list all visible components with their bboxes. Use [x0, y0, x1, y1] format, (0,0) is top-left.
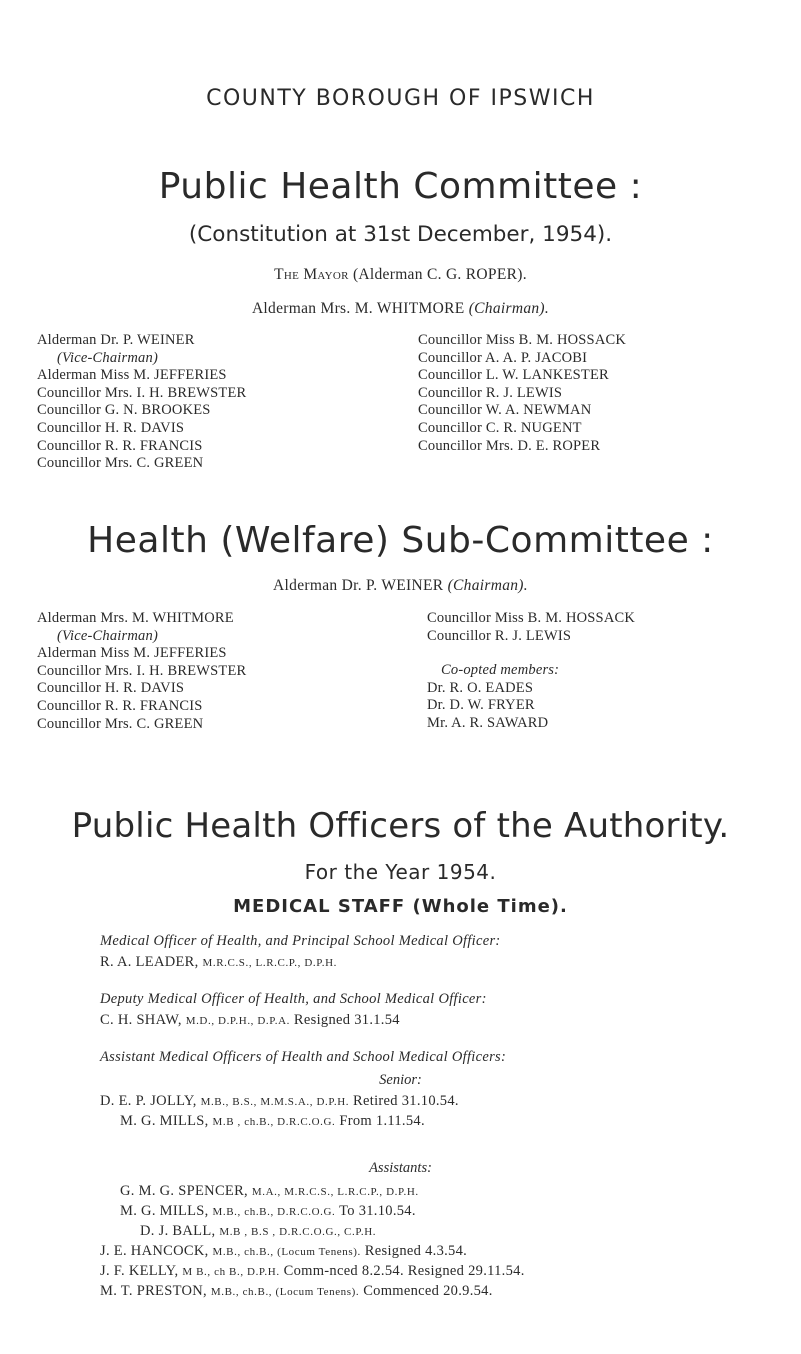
member: Alderman Mrs. M. WHITMORE [37, 610, 234, 626]
committee-chair-role: (Chairman). [468, 300, 550, 317]
officer-note: From 1.11.54. [335, 1113, 425, 1129]
officer-note: To 31.10.54. [335, 1203, 416, 1219]
officer-note: Commenced 20.9.54. [359, 1283, 493, 1299]
committee-constitution: (Constitution at 31st December, 1954). [188, 222, 613, 247]
subcommittee-title: Health (Welfare) Sub-Committee : [87, 520, 714, 561]
assistant-officer [120, 1183, 419, 1200]
officer-note: Resigned 4.3.54. [360, 1243, 468, 1259]
coopted-member: Mr. A. R. SAWARD [427, 714, 549, 731]
officer-name: M. T. PRESTON, [100, 1283, 211, 1299]
officer-name: J. E. HANCOCK, [100, 1243, 213, 1259]
coopted-member: Dr. D. W. FRYER [427, 697, 535, 714]
deputy-name: C. H. SHAW, [100, 1012, 186, 1028]
coopted-member: Dr. R. O. EADES [427, 679, 534, 696]
officer-qualifications: M.B., ch.B., D.R.C.O.G. [212, 1206, 336, 1218]
member: Councillor L. W. LANKESTER [418, 367, 609, 384]
deputy-note: Resigned 31.1.54 [290, 1012, 400, 1028]
assistants-label: Assistants: [369, 1160, 432, 1176]
member: Councillor R. R. FRANCIS [37, 697, 203, 714]
member-role: (Vice-Chairman) [57, 627, 158, 644]
member: Councillor A. A. P. JACOBI [418, 349, 588, 366]
mayor-name: (Alderman C. G. ROPER). [348, 266, 527, 283]
officer-name: G. M. G. SPENCER, [120, 1183, 252, 1199]
coopted-label: Co-opted members: [441, 662, 560, 679]
moh-role: Medical Officer of Health, and Principal School Medical Officer: [100, 933, 501, 949]
assistant-officer [100, 1263, 525, 1280]
deputy-qualifications: M.D., D.P.H., D.P.A. [185, 1015, 290, 1027]
subcommittee-chair-name: Alderman Dr. P. WEINER [273, 577, 448, 594]
member: Councillor Mrs. I. H. BREWSTER [37, 662, 247, 679]
assistant-officer [120, 1203, 416, 1220]
member-role: (Vice-Chairman) [57, 349, 158, 366]
subcommittee-chair-role: (Chairman). [447, 577, 528, 594]
medical-staff-heading: MEDICAL STAFF (Whole Time). [233, 896, 568, 917]
assistant-role: Assistant Medical Officers of Health and School Medical Officers: [100, 1049, 507, 1065]
member: Councillor Mrs. I. H. BREWSTER [37, 384, 247, 401]
committee-chair-name: Alderman Mrs. M. WHITMORE [251, 300, 469, 317]
officer-qualifications: M.B., B.S., M.M.S.A., D.P.H. [200, 1096, 350, 1108]
member: Councillor Miss B. M. HOSSACK [418, 332, 627, 348]
member: Councillor Mrs. D. E. ROPER [418, 437, 601, 454]
deputy-entry [100, 1012, 400, 1029]
assistant-officer [100, 1243, 467, 1260]
subcommittee-members-left [37, 610, 246, 733]
mayor-prefix: The Mayor [274, 266, 349, 283]
member: Alderman Dr. P. WEINER [37, 332, 195, 348]
officer-qualifications: M.B , ch.B., D.R.C.O.G. [212, 1116, 336, 1128]
member: Councillor Miss B. M. HOSSACK [427, 610, 636, 626]
moh-entry [100, 954, 337, 971]
moh-qualifications: M.R.C.S., L.R.C.P., D.P.H. [202, 957, 337, 969]
committee-members-right [418, 332, 626, 455]
assistant-officer [140, 1223, 376, 1240]
committee-members-left [37, 332, 246, 473]
deputy-role: Deputy Medical Officer of Health, and School Medical Officer: [100, 991, 487, 1007]
assistant-officer [100, 1283, 493, 1300]
member: Councillor Mrs. C. GREEN [37, 455, 204, 472]
moh-name: R. A. LEADER, [100, 954, 203, 970]
member: Alderman Miss M. JEFFERIES [37, 645, 227, 662]
committee-chair-line [0, 300, 801, 318]
officer-qualifications: M.A., M.R.C.S., L.R.C.P., D.P.H. [251, 1186, 419, 1198]
officer-note: Retired 31.10.54. [349, 1093, 459, 1109]
subcommittee-chair-line [0, 577, 801, 595]
member: Councillor W. A. NEWMAN [418, 402, 592, 419]
officer-name: D. E. P. JOLLY, [100, 1093, 201, 1109]
member: Councillor R. J. LEWIS [427, 627, 572, 644]
member: Councillor R. J. LEWIS [418, 384, 563, 401]
officer-name: M. G. MILLS, [120, 1113, 213, 1129]
member: Councillor R. R. FRANCIS [37, 437, 203, 454]
officer-note: Comm-nced 8.2.54. Resigned 29.11.54. [279, 1263, 525, 1279]
senior-officer [100, 1093, 459, 1110]
mayor-line [0, 266, 801, 284]
officer-name: M. G. MILLS, [120, 1203, 213, 1219]
officers-title: Public Health Officers of the Authority. [71, 806, 730, 846]
member: Councillor G. N. BROOKES [37, 402, 211, 419]
officer-qualifications: M.B., ch.B., (Locum Tenens). [212, 1246, 361, 1258]
borough-heading: COUNTY BOROUGH OF IPSWICH [206, 86, 595, 111]
committee-title: Public Health Committee : [158, 166, 643, 207]
officer-qualifications: M.B , B.S , D.R.C.O.G., C.P.H. [219, 1226, 377, 1238]
member: Councillor H. R. DAVIS [37, 680, 185, 697]
senior-officer [120, 1113, 425, 1130]
member: Councillor C. R. NUGENT [418, 419, 582, 436]
officer-name: J. F. KELLY, [100, 1263, 183, 1279]
officer-qualifications: M B., ch B., D.P.H. [182, 1266, 280, 1278]
subcommittee-members-right [427, 610, 635, 733]
member: Councillor H. R. DAVIS [37, 419, 185, 436]
senior-label: Senior: [379, 1072, 422, 1088]
officers-year: For the Year 1954. [304, 860, 497, 884]
member: Councillor Mrs. C. GREEN [37, 715, 204, 732]
member: Alderman Miss M. JEFFERIES [37, 367, 227, 384]
officer-qualifications: M.B., ch.B., (Locum Tenens). [210, 1286, 360, 1298]
officer-name: D. J. BALL, [140, 1223, 220, 1239]
